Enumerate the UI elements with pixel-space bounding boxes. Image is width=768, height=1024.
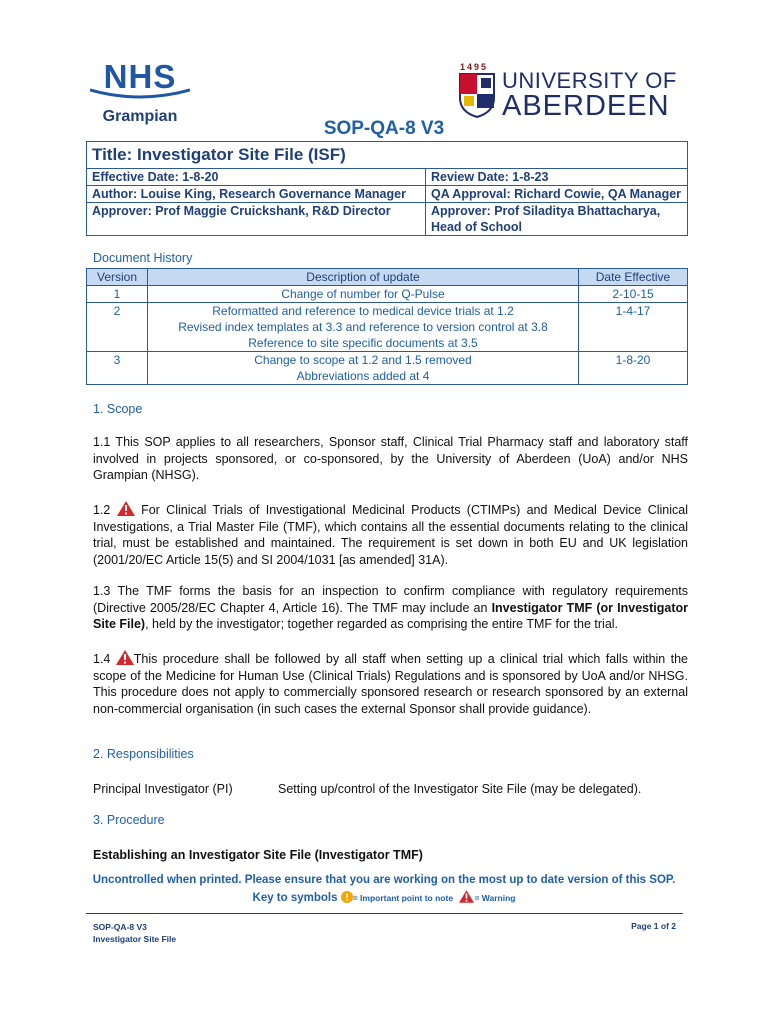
university-of-aberdeen-logo (458, 62, 688, 122)
warning-icon (116, 650, 134, 665)
uoa-year: 1495 (460, 62, 489, 72)
uncontrolled-note: Uncontrolled when printed. Please ensure that you are working on the most up to date version of this SOP. (92, 874, 676, 886)
row-description (148, 303, 579, 352)
row-description (148, 286, 579, 303)
scope-1-3-text-a: 1.3 The TMF forms the basis for an inspection to confirm compliance with regulatory requirements (Directive 2005/28/EC Chapter 4, Article 16). The TMF may include an (93, 584, 688, 615)
scope-1-2-number: 1.2 (93, 503, 111, 517)
col-date-effective: Date Effective (579, 269, 688, 286)
scope-1-4 (93, 650, 688, 717)
responsibility-duty: Setting up/control of the Investigator Site File (may be delegated). (278, 782, 642, 796)
footer-doc-id: SOP-QA-8 V3 (93, 922, 147, 932)
procedure-subheading: Establishing an Investigator Site File (Investigator TMF) (93, 848, 423, 862)
footer-left (93, 921, 176, 945)
key-to-symbols (0, 890, 768, 904)
scope-heading: 1. Scope (93, 402, 143, 416)
row-date: 2-10-15 (579, 286, 688, 303)
col-version: Version (87, 269, 148, 286)
key-important: = Important point to note (352, 893, 454, 903)
approver-2-line2: Head of School (431, 220, 522, 234)
scope-1-4-text: This procedure shall be followed by all staff when setting up a clinical trial which falls within the scope of the Medicine for Human Use (Clinical Trials) Regulations and is sponsored by UoA and/or NHSG. This procedure does not apply to commercially sponsored research or research sponsored by an external non-commercial organisation (in such cases the external Sponsor shall provide guidance). (93, 652, 688, 716)
row-description (148, 352, 579, 385)
table-row (87, 352, 688, 385)
key-warning: = Warning (474, 893, 516, 903)
scope-1-3-bold: Investigator TMF (or Investigator Site File) (93, 600, 689, 631)
crest-icon (458, 72, 496, 118)
nhs-logo-word: NHS (103, 58, 177, 95)
desc-line: Change of number for Q-Pulse (281, 287, 445, 301)
desc-line: Change to scope at 1.2 and 1.5 removed (254, 353, 472, 367)
nhs-grampian-logo (88, 58, 192, 126)
scope-1-2 (93, 501, 688, 568)
approver-2-line1: Approver: Prof Siladitya Bhattacharya, (431, 204, 661, 218)
footer-doc-title: Investigator Site File (93, 934, 177, 944)
scope-1-1: 1.1 This SOP applies to all researchers, Sponsor staff, Clinical Trial Pharmacy staff and laboratory staff involved in projects sponsored, or co-sponsored, by the University of Aberdeen (UoA) and/or NHS Grampian (NHSG). (93, 435, 688, 482)
responsibility-role: Principal Investigator (PI) (93, 782, 233, 796)
document-history-table (86, 268, 688, 385)
effective-date: Effective Date: 1-8-20 (87, 169, 426, 186)
col-description: Description of update (148, 269, 579, 286)
header-table (86, 141, 688, 236)
scope-1-3-text-c: , held by the investigator; together regarded as comprising the entire TMF for the trial. (145, 617, 619, 631)
desc-line: Reformatted and reference to medical device trials at 1.2 (212, 304, 514, 318)
scope-1-3 (93, 583, 688, 633)
approver-2 (426, 203, 688, 236)
author: Author: Louise King, Research Governance Manager (87, 186, 426, 203)
table-row (87, 303, 688, 352)
row-version: 2 (87, 303, 148, 352)
page-number: Page 1 of 2 (631, 921, 676, 931)
review-date: Review Date: 1-8-23 (426, 169, 688, 186)
footer-divider (86, 913, 683, 914)
document-history-label: Document History (93, 251, 193, 265)
warning-icon (117, 501, 135, 516)
nhs-swoosh-icon (90, 88, 190, 102)
key-label: Key to symbols (252, 892, 338, 904)
row-date: 1-4-17 (579, 303, 688, 352)
nhs-logo-sub: Grampian (102, 108, 178, 125)
document-id: SOP-QA-8 V3 (323, 118, 445, 139)
table-row (87, 286, 688, 303)
desc-line: Reference to site specific documents at 3.5 (248, 336, 478, 350)
uoa-line2: ABERDEEN (502, 90, 670, 122)
row-version: 3 (87, 352, 148, 385)
responsibilities-heading: 2. Responsibilities (93, 747, 194, 761)
approver-1: Approver: Prof Maggie Cruickshank, R&D Director (87, 203, 426, 236)
row-version: 1 (87, 286, 148, 303)
procedure-heading: 3. Procedure (93, 813, 165, 827)
document-title: Title: Investigator Site File (ISF) (87, 142, 688, 169)
uoa-line1: UNIVERSITY OF (502, 68, 677, 93)
scope-1-2-text: For Clinical Trials of Investigational Medicinal Products (CTIMPs) and Medical Device Clinical Investigations, a Trial Master File (TMF), which contains all the essential documents relating to the clinical trial, must be established and maintained. The requirement is set down in both EU and UK legislation (2001/20/EC Article 15(5) and SI 2004/1031 [as amended] 31A). (93, 503, 688, 567)
desc-line: Revised index templates at 3.3 and reference to version control at 3.8 (178, 320, 548, 334)
desc-line: Abbreviations added at 4 (296, 369, 430, 383)
scope-1-4-number: 1.4 (93, 652, 111, 666)
important-icon (341, 891, 353, 903)
warning-icon (459, 890, 474, 903)
row-date: 1-8-20 (579, 352, 688, 385)
qa-approval: QA Approval: Richard Cowie, QA Manager (426, 186, 688, 203)
